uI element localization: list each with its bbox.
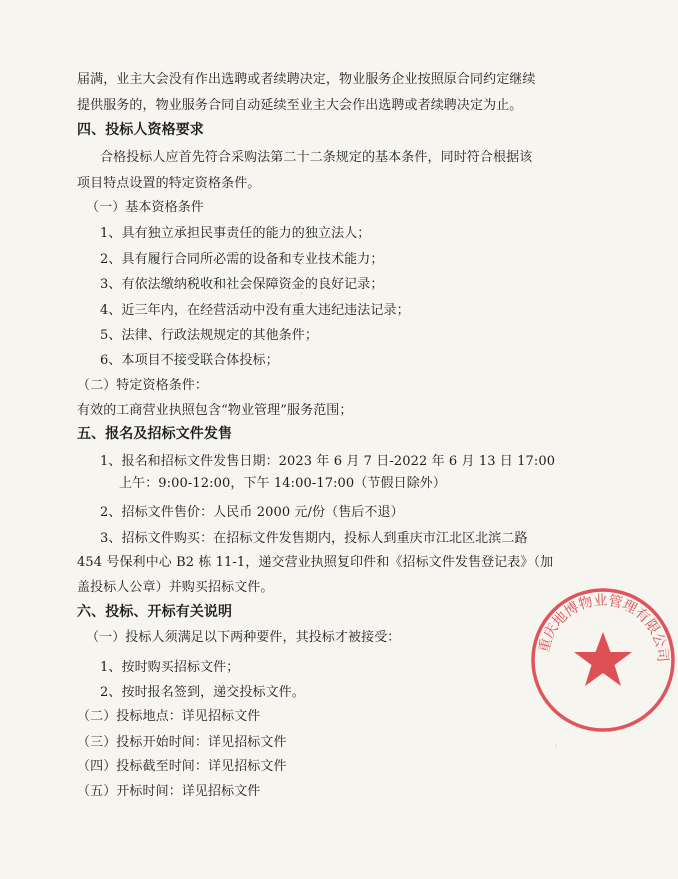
subsection-heading: （五）开标时间：详见招标文件 <box>77 784 261 799</box>
subsection-heading: （二）投标地点：详见招标文件 <box>77 709 261 724</box>
body-line: 上午：9:00-12:00，下午 14:00-17:00（节假日除外） <box>119 476 447 491</box>
section-heading: 六、投标、开标有关说明 <box>77 604 233 620</box>
list-item: 2、具有履行合同所必需的设备和专业技术能力； <box>100 252 384 267</box>
list-item: 2、招标文件售价：人民币 2000 元/份（售后不退） <box>100 505 404 520</box>
list-item: 1、报名和招标文件发售日期：2023 年 6 月 7 日-2022 年 6 月 13 日 17:00 <box>100 454 556 469</box>
list-item: 6、本项目不接受联合体投标； <box>100 353 279 368</box>
subsection-heading: （三）投标开始时间：详见招标文件 <box>77 735 287 750</box>
section-heading: 五、报名及招标文件发售 <box>77 426 233 442</box>
list-item: 3、有依法缴纳税收和社会保障资金的良好记录； <box>100 277 384 292</box>
subsection-heading: （一）投标人须满足以下两种要件，其投标才被接受： <box>86 630 401 645</box>
subsection-heading: （二）特定资格条件： <box>77 378 209 393</box>
body-line: 有效的工商营业执照包含“物业管理”服务范围； <box>77 403 353 418</box>
list-item: 4、近三年内，在经营活动中没有重大违纪违法记录； <box>100 303 410 318</box>
body-line: 项目特点设置的特定资格条件。 <box>77 176 261 191</box>
body-line: 盖投标人公章）并购买招标文件。 <box>77 580 274 595</box>
list-item: 5、法律、行政法规规定的其他条件； <box>100 328 318 343</box>
scan-speck <box>555 744 557 747</box>
list-item: 3、招标文件购买：在招标文件发售期内，投标人到重庆市江北区北滨二路 <box>100 531 528 546</box>
body-line: 合格投标人应首先符合采购法第二十二条规定的基本条件，同时符合根据该 <box>100 150 533 165</box>
list-item: 2、按时报名签到，递交投标文件。 <box>100 685 305 700</box>
company-seal-stamp <box>528 585 678 735</box>
body-line: 届满，业主大会没有作出选聘或者续聘决定，物业服务企业按照原合同约定继续 <box>77 72 536 87</box>
body-line: 454 号保利中心 B2 栋 11-1，递交营业执照复印件和《招标文件发售登记表》（加 <box>77 555 554 570</box>
subsection-heading: （一）基本资格条件 <box>86 200 204 215</box>
list-item: 1、按时购买招标文件； <box>100 660 240 675</box>
seal-text: 重庆地博物业管理有限公司 <box>536 592 671 663</box>
seal-star-icon <box>574 632 632 686</box>
body-line: 提供服务的，物业服务合同自动延续至业主大会作出选聘或者续聘决定为止。 <box>77 98 523 113</box>
list-item: 1、具有独立承担民事责任的能力的独立法人； <box>100 226 371 241</box>
section-heading: 四、投标人资格要求 <box>77 122 204 138</box>
subsection-heading: （四）投标截至时间：详见招标文件 <box>77 759 287 774</box>
